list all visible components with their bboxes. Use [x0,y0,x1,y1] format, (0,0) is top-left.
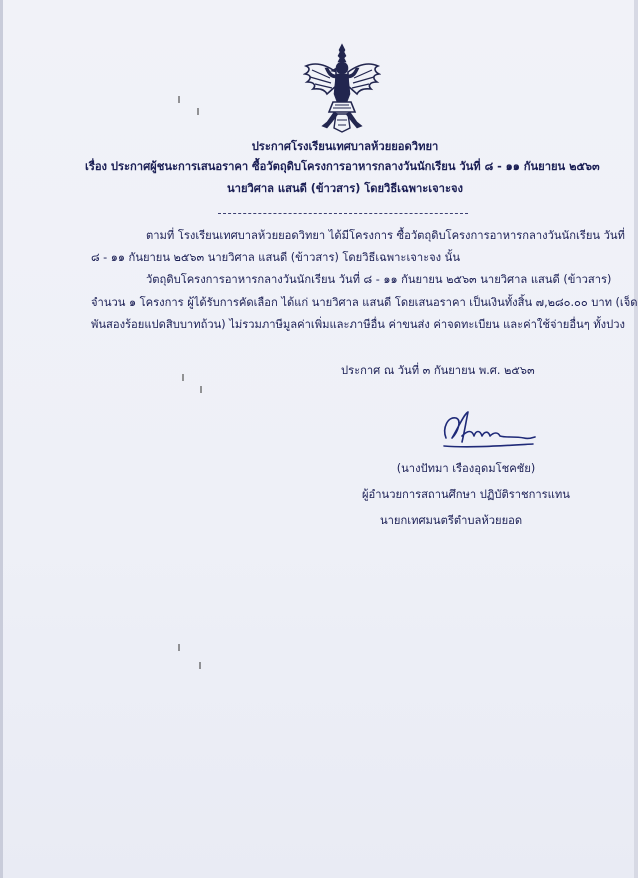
body-paragraph-2-line-2: จำนวน ๑ โครงการ ผู้ได้รับการคัดเลือก ได้แก่ นายวิศาล แสนดี โดยเสนอราคา เป็นเงินทั้งสิ้น ๗,๒๘๐.๐๐ บาท (เจ็ด [91,296,638,309]
scan-speck [200,386,202,393]
announcement-date: ประกาศ ณ วันที่ ๓ กันยายน พ.ศ. ๒๕๖๓ [341,364,535,377]
signatory-acting-for: นายกเทศมนตรีตำบลห้วยยอด [380,514,523,527]
scan-speck [197,108,199,115]
header-divider [218,213,468,214]
garuda-emblem-icon [303,42,381,134]
scan-speck [178,644,180,651]
scan-edge-left [0,0,3,878]
scan-speck [182,374,184,381]
handwritten-signature [438,408,538,454]
signatory-name: (นางปัทมา เรืองอุดมโชคชัย) [396,462,536,475]
signatory-position: ผู้อำนวยการสถานศึกษา ปฏิบัติราชการแทน [362,488,570,501]
body-paragraph-2-line-3: พันสองร้อยแปดสิบบาทถ้วน) ไม่รวมภาษีมูลค่าเพิ่มและภาษีอื่น ค่าขนส่ง ค่าจดทะเบียน และค่าใช้จ่ายอื่นๆ ทั้งปวง [91,318,625,331]
scan-speck [178,96,180,103]
winner-line: นายวิศาล แสนดี (ข้าวสาร) โดยวิธีเฉพาะเจาะจง [227,182,463,195]
body-paragraph-1-line-1: ตามที่ โรงเรียนเทศบาลห้วยยอดวิทยา ได้มีโครงการ ซื้อวัตถุดิบโครงการอาหารกลางวันนักเรียน วันที่ [146,229,625,242]
document-title: ประกาศโรงเรียนเทศบาลห้วยยอดวิทยา [251,140,439,153]
document-subject: เรื่อง ประกาศผู้ชนะการเสนอราคา ซื้อวัตถุดิบโครงการอาหารกลางวันนักเรียน วันที่ ๘ - ๑๑ กันยายน ๒๕๖๓ [85,160,600,173]
scan-speck [199,662,201,669]
scan-edge-right [634,0,638,878]
body-paragraph-1-line-2: ๘ - ๑๑ กันยายน ๒๕๖๓ นายวิศาล แสนดี (ข้าวสาร) โดยวิธีเฉพาะเจาะจง นั้น [91,251,460,264]
body-paragraph-2-line-1: วัตถุดิบโครงการอาหารกลางวันนักเรียน วันที่ ๘ - ๑๑ กันยายน ๒๕๖๓ นายวิศาล แสนดี (ข้าวสาร) [146,273,612,286]
